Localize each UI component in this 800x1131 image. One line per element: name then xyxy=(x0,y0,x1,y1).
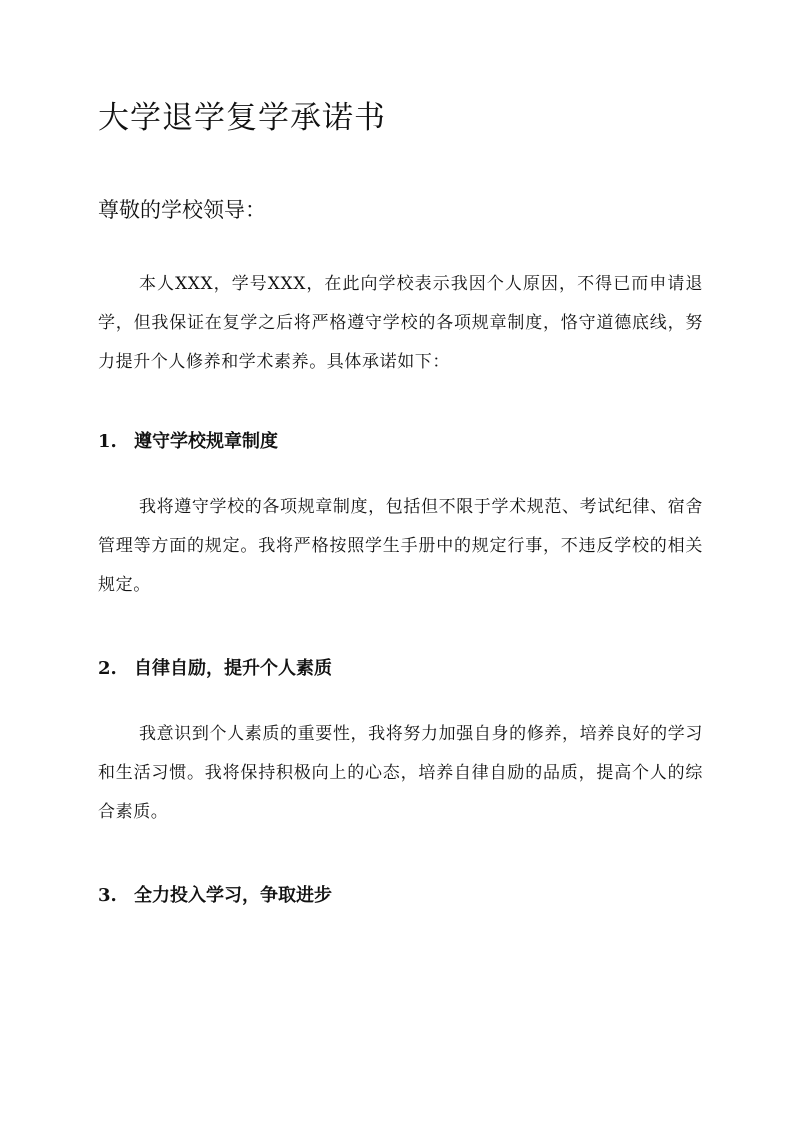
section-body-1: 我将遵守学校的各项规章制度，包括但不限于学术规范、考试纪律、宿舍管理等方面的规定。我将严格按照学生手册中的规定行事，不违反学校的相关规定。 xyxy=(98,497,703,595)
section-title: 全力投入学习，争取进步 xyxy=(134,885,332,906)
section-heading-1 xyxy=(98,427,278,457)
section-body-2: 我意识到个人素质的重要性，我将努力加强自身的修养，培养良好的学习和生活习惯。我将保持积极向上的心态，培养自律自励的品质，提高个人的综合素质。 xyxy=(98,724,703,822)
section-title: 遵守学校规章制度 xyxy=(134,431,278,452)
document-title: 大学退学复学承诺书 xyxy=(98,100,386,136)
intro-paragraph: 本人XXX，学号XXX，在此向学校表示我因个人原因，不得已而申请退学，但我保证在复学之后将严格遵守学校的各项规章制度，恪守道德底线，努力提升个人修养和学术素养。具体承诺如下： xyxy=(98,274,703,372)
section-title: 自律自励，提升个人素质 xyxy=(134,658,332,679)
section-heading-3 xyxy=(98,881,332,911)
section-heading-2 xyxy=(98,654,332,684)
salutation: 尊敬的学校领导： xyxy=(98,198,266,222)
section-number: 3. xyxy=(98,885,117,906)
section-number: 2. xyxy=(98,658,117,679)
section-number: 1. xyxy=(98,431,117,452)
